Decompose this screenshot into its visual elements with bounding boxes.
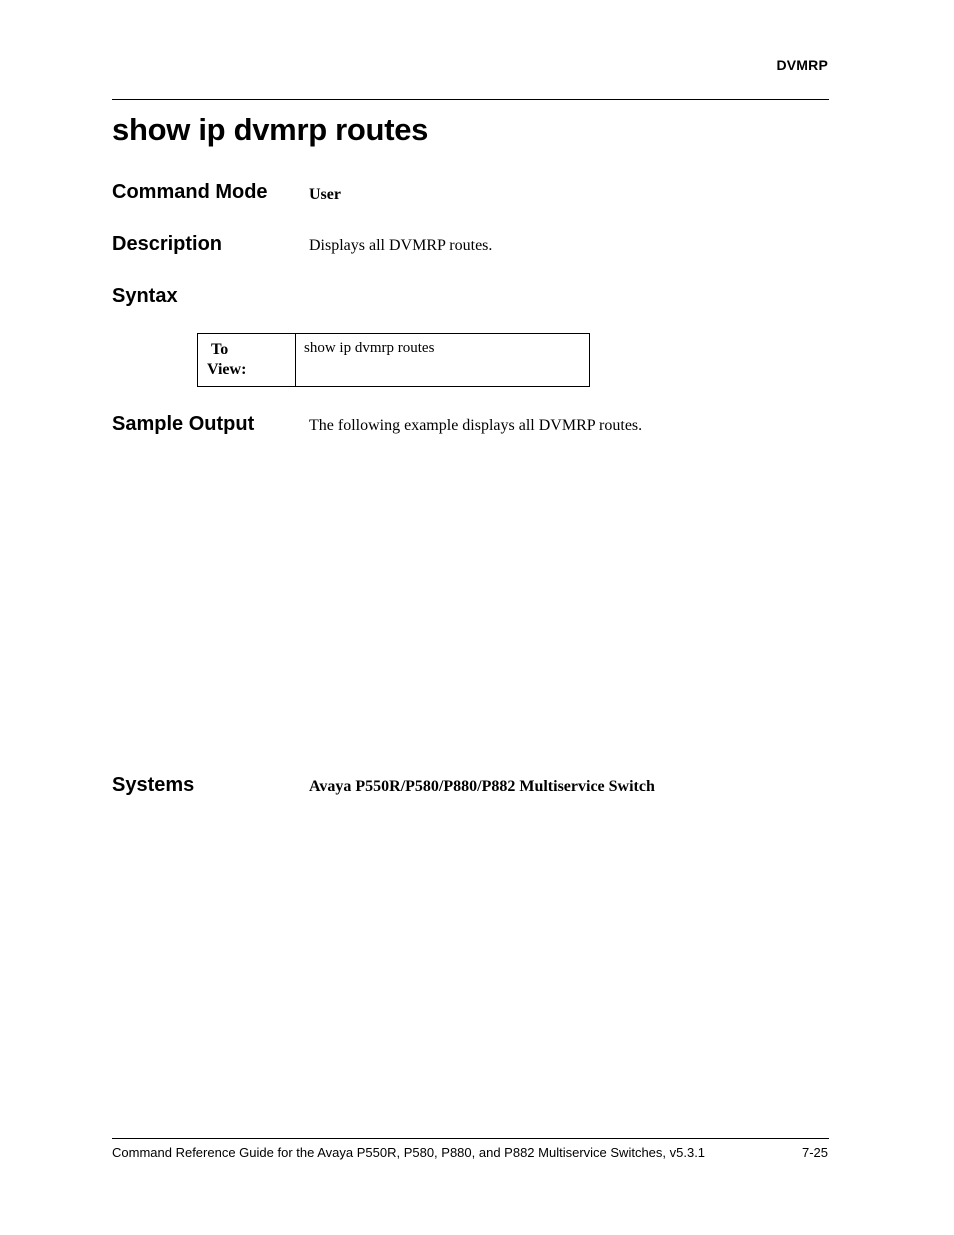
page-title: show ip dvmrp routes (112, 112, 429, 147)
syntax-label-cell (198, 334, 296, 387)
syntax-label-line2: View: (207, 361, 247, 378)
syntax-heading: Syntax (112, 285, 178, 307)
syntax-table (197, 333, 590, 387)
description-text: Displays all DVMRP routes. (309, 237, 493, 254)
description-heading: Description (112, 233, 223, 255)
command-mode-value: User (309, 186, 341, 203)
syntax-command: show ip dvmrp routes (296, 334, 590, 387)
systems-heading: Systems (112, 774, 195, 796)
syntax-table-row (198, 334, 590, 387)
systems-value: Avaya P550R/P580/P880/P882 Multiservice Switch (309, 778, 655, 795)
syntax-label-line1: To (211, 341, 229, 358)
footer-page-number: 7-25 (801, 1145, 828, 1160)
sample-output-text: The following example displays all DVMRP routes. (309, 417, 643, 434)
footer-guide-title: Command Reference Guide for the Avaya P550R, P580, P880, and P882 Multiservice Switches, v5.3.1 (112, 1145, 706, 1160)
header-rule (112, 99, 829, 100)
sample-output-heading: Sample Output (112, 413, 255, 435)
command-mode-heading: Command Mode (112, 181, 268, 203)
footer-rule (112, 1138, 829, 1139)
running-header-chapter: DVMRP (776, 57, 828, 73)
